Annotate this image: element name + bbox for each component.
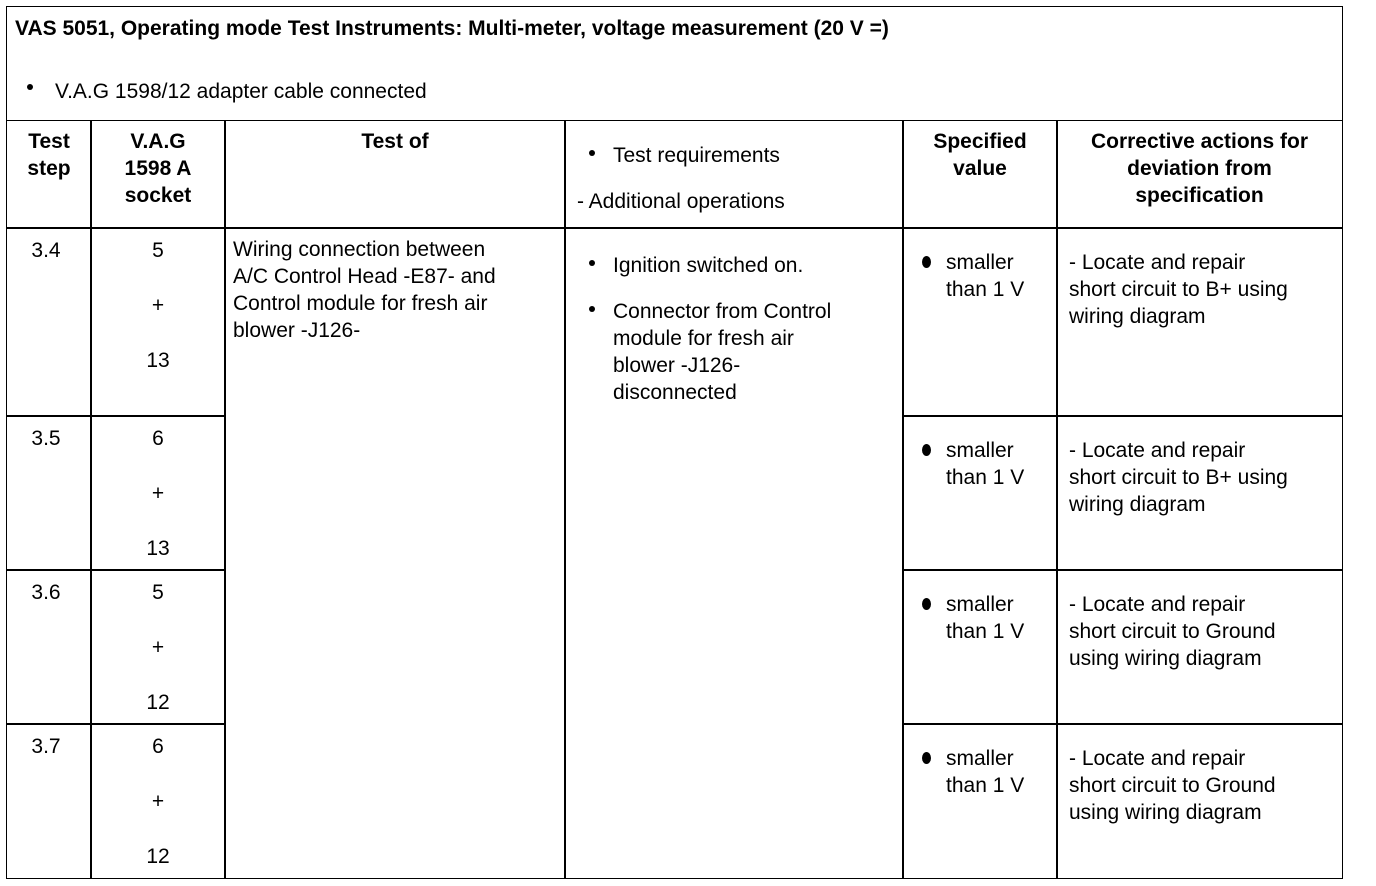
test-of-description: Wiring connection between A/C Control Head -E87- and Control module for fresh air blower -J126- <box>233 238 496 342</box>
corrective-action-cell: - Locate and repair short circuit to Ground using wiring diagram <box>1069 593 1276 670</box>
list-item: Ignition switched on. <box>565 252 902 279</box>
specified-value-cell: smaller than 1 V <box>903 417 1057 569</box>
bullet-icon <box>27 84 33 90</box>
test-step-cell: 3.7 <box>31 735 61 758</box>
header-note-text: V.A.G 1598/12 adapter cable connected <box>55 80 427 103</box>
bullet-icon <box>922 444 931 456</box>
column-header-test-step: Test step <box>27 130 71 180</box>
bullet-icon <box>589 306 595 312</box>
divider <box>7 415 225 417</box>
bullet-icon <box>589 150 595 156</box>
column-header-socket: V.A.G 1598 A socket <box>124 130 192 207</box>
socket-cell: 6 + 12 <box>146 735 170 868</box>
test-table <box>6 6 1343 879</box>
table-header-box <box>7 7 1342 121</box>
test-requirements-list <box>565 252 902 425</box>
column-header-test-of: Test of <box>361 130 429 153</box>
corrective-action-cell: - Locate and repair short circuit to B+ using wiring diagram <box>1069 251 1288 328</box>
bullet-icon <box>589 260 595 266</box>
bullet-icon <box>922 256 931 268</box>
divider <box>564 121 566 879</box>
specified-value-cell: smaller than 1 V <box>903 229 1057 415</box>
corrective-action-cell: - Locate and repair short circuit to B+ using wiring diagram <box>1069 439 1288 516</box>
corrective-action-cell: - Locate and repair short circuit to Ground using wiring diagram <box>1069 747 1276 824</box>
divider <box>7 569 225 571</box>
header-note <box>27 80 427 104</box>
bullet-icon <box>922 598 931 610</box>
socket-cell: 5 + 12 <box>146 581 170 714</box>
divider <box>7 227 1342 229</box>
test-step-cell: 3.6 <box>31 581 61 604</box>
bullet-icon <box>922 752 931 764</box>
requirements-bullet-label: Test requirements <box>613 144 780 167</box>
column-header-specified-value: Specified value <box>933 130 1027 180</box>
socket-cell: 5 + 13 <box>146 239 170 372</box>
column-header-corrective-actions: Corrective actions for deviation from specification <box>1090 130 1309 207</box>
test-step-cell: 3.4 <box>31 239 61 262</box>
specified-value-cell: smaller than 1 V <box>903 571 1057 723</box>
column-header-requirements <box>565 142 902 215</box>
table-title: VAS 5051, Operating mode Test Instruments: Multi-meter, voltage measurement (20 V =) <box>15 17 889 40</box>
test-step-cell: 3.5 <box>31 427 61 450</box>
list-item: Connector from Control module for fresh air blower -J126- disconnected <box>565 298 902 406</box>
additional-operations-label: - Additional operations <box>577 190 785 213</box>
specified-value-cell: smaller than 1 V <box>903 725 1057 879</box>
socket-cell: 6 + 13 <box>146 427 170 560</box>
divider <box>7 723 225 725</box>
